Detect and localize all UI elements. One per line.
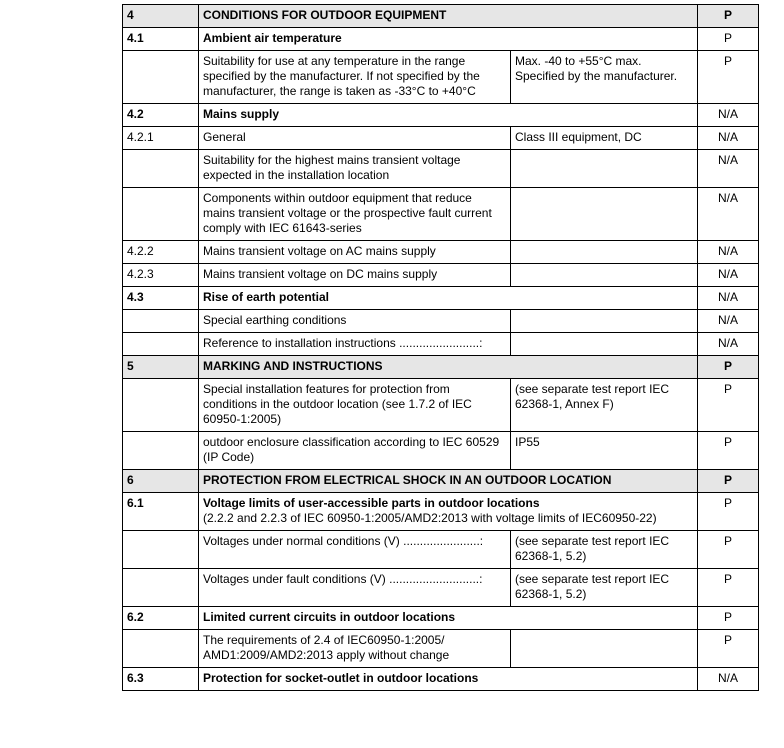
verdict: P [698, 630, 759, 668]
result-text: (see separate test report IEC 62368-1, 5.2) [511, 531, 698, 569]
verdict: P [698, 51, 759, 104]
conditions-table [122, 4, 759, 691]
table-row [123, 188, 759, 241]
subsection-row [123, 28, 759, 51]
clause-number [123, 569, 199, 607]
verdict: P [698, 432, 759, 470]
table-row [123, 333, 759, 356]
clause-number: 4.2.1 [123, 127, 199, 150]
clause-number [123, 630, 199, 668]
table-row [123, 51, 759, 104]
verdict: N/A [698, 241, 759, 264]
result-text [511, 630, 698, 668]
verdict: P [698, 607, 759, 630]
section-row [123, 470, 759, 493]
subsection-title: Ambient air temperature [199, 28, 698, 51]
table-row [123, 310, 759, 333]
result-text: IP55 [511, 432, 698, 470]
table-row [123, 379, 759, 432]
clause-number: 4.2.2 [123, 241, 199, 264]
verdict: N/A [698, 104, 759, 127]
section-title: MARKING AND INSTRUCTIONS [199, 356, 698, 379]
clause-number [123, 51, 199, 104]
subsection-title: Limited current circuits in outdoor locations [199, 607, 698, 630]
verdict: P [698, 356, 759, 379]
table-row [123, 150, 759, 188]
clause-number: 5 [123, 356, 199, 379]
section-title: PROTECTION FROM ELECTRICAL SHOCK IN AN OUTDOOR LOCATION [199, 470, 698, 493]
verdict: P [698, 493, 759, 531]
verdict: N/A [698, 310, 759, 333]
clause-number: 6 [123, 470, 199, 493]
requirement-text: General [199, 127, 511, 150]
table-row [123, 569, 759, 607]
clause-number: 4.1 [123, 28, 199, 51]
verdict: N/A [698, 668, 759, 691]
requirement-text: Reference to installation instructions ........................: [199, 333, 511, 356]
clause-number [123, 531, 199, 569]
verdict: N/A [698, 188, 759, 241]
result-text [511, 264, 698, 287]
table-row [123, 241, 759, 264]
table-row [123, 127, 759, 150]
subsection-title: Protection for socket-outlet in outdoor locations [199, 668, 698, 691]
verdict: P [698, 531, 759, 569]
verdict: N/A [698, 333, 759, 356]
requirement-text: Voltages under fault conditions (V) ...........................: [199, 569, 511, 607]
verdict: N/A [698, 150, 759, 188]
clause-number [123, 150, 199, 188]
verdict: N/A [698, 127, 759, 150]
table-row [123, 630, 759, 668]
subsection-title: Voltage limits of user-accessible parts in outdoor locations [203, 496, 540, 510]
clause-number: 4.3 [123, 287, 199, 310]
section-row [123, 356, 759, 379]
result-text: Class III equipment, DC [511, 127, 698, 150]
requirement-text: Special installation features for protection from conditions in the outdoor location (see 1.7.2 of IEC 60950-1:2005) [199, 379, 511, 432]
verdict: P [698, 569, 759, 607]
result-text: (see separate test report IEC 62368-1, Annex F) [511, 379, 698, 432]
table-row [123, 432, 759, 470]
clause-number [123, 432, 199, 470]
requirement-text: The requirements of 2.4 of IEC60950-1:2005/ AMD1:2009/AMD2:2013 apply without change [199, 630, 511, 668]
clause-number [123, 333, 199, 356]
result-text [511, 188, 698, 241]
verdict: P [698, 470, 759, 493]
requirement-text: outdoor enclosure classification according to IEC 60529 (IP Code) [199, 432, 511, 470]
result-text [511, 150, 698, 188]
clause-number [123, 310, 199, 333]
verdict: N/A [698, 264, 759, 287]
table-row [123, 531, 759, 569]
subsection-title: Rise of earth potential [199, 287, 698, 310]
requirement-text: Voltages under normal conditions (V) .......................: [199, 531, 511, 569]
verdict: P [698, 28, 759, 51]
clause-number [123, 379, 199, 432]
result-text [511, 333, 698, 356]
subsection-row [123, 287, 759, 310]
subsection-row [123, 668, 759, 691]
subsection-title: Mains supply [199, 104, 698, 127]
clause-number: 4 [123, 5, 199, 28]
section-row [123, 5, 759, 28]
subsection-row [123, 493, 759, 531]
section-title: CONDITIONS FOR OUTDOOR EQUIPMENT [199, 5, 698, 28]
table-row [123, 264, 759, 287]
verdict: P [698, 379, 759, 432]
subsection-note: (2.2.2 and 2.2.3 of IEC 60950-1:2005/AMD2:2013 with voltage limits of IEC60950-22) [203, 511, 657, 525]
requirement-text: Components within outdoor equipment that reduce mains transient voltage or the prospective fault current comply with IEC 61643-series [199, 188, 511, 241]
requirement-text: Suitability for use at any temperature in the range specified by the manufacturer. If not specified by the manufacturer, the range is taken as -33°C to +40°C [199, 51, 511, 104]
clause-number: 6.3 [123, 668, 199, 691]
subsection-row [123, 607, 759, 630]
requirement-text: Special earthing conditions [199, 310, 511, 333]
subsection-row [123, 104, 759, 127]
result-text: (see separate test report IEC 62368-1, 5.2) [511, 569, 698, 607]
clause-number [123, 188, 199, 241]
clause-number: 4.2 [123, 104, 199, 127]
subsection-cell [199, 493, 698, 531]
requirement-text: Mains transient voltage on AC mains supply [199, 241, 511, 264]
verdict: N/A [698, 287, 759, 310]
result-text: Max. -40 to +55°C max. Specified by the manufacturer. [511, 51, 698, 104]
requirement-text: Suitability for the highest mains transient voltage expected in the installation location [199, 150, 511, 188]
verdict: P [698, 5, 759, 28]
clause-number: 6.1 [123, 493, 199, 531]
clause-number: 4.2.3 [123, 264, 199, 287]
result-text [511, 241, 698, 264]
requirement-text: Mains transient voltage on DC mains supply [199, 264, 511, 287]
clause-number: 6.2 [123, 607, 199, 630]
result-text [511, 310, 698, 333]
